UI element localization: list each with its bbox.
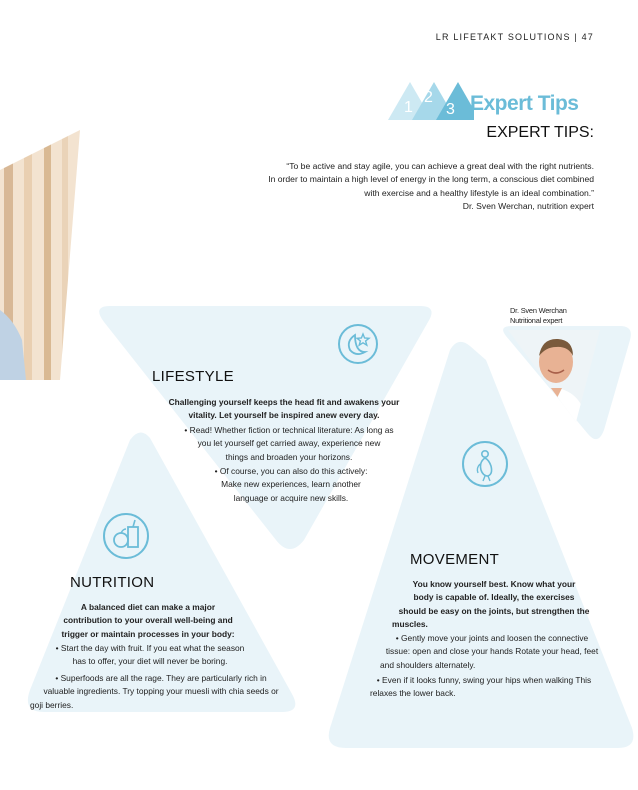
page-header: LR LIFETAKT SOLUTIONS | 47 (435, 32, 594, 42)
quote-author: Dr. Sven Werchan, nutrition expert (462, 201, 594, 212)
movement-bullet-2 (366, 674, 602, 701)
text-line: • Gently move your joints and loosen the connective (395, 633, 589, 643)
text-line: • Even if it looks funny, swing your hips when walking This (376, 675, 592, 685)
text-line: • Of course, you can also do this actively: (214, 466, 368, 476)
badge-title: Expert Tips (470, 92, 579, 115)
text-line: things and broaden your horizons. (225, 451, 353, 462)
moon-star-icon (337, 323, 379, 365)
text-line: muscles. (392, 619, 428, 630)
nutrition-bullet-2 (30, 672, 292, 712)
badge-number-1: 1 (404, 99, 413, 116)
text-line: • Read! Whether fiction or technical literature: As long as (184, 425, 394, 435)
expert-tips-badge (378, 80, 474, 122)
expert-quote (234, 160, 594, 214)
nutrition-intro (42, 601, 254, 641)
movement-title: MOVEMENT (410, 551, 500, 568)
text-line: you let yourself get carried away, experience new (197, 438, 381, 449)
quote-line: with exercise and a healthy lifestyle is an ideal combination.” (364, 187, 594, 198)
lifestyle-bullet-1 (172, 424, 406, 464)
quote-line: “To be active and stay agile, you can achieve a great deal with the right nutrients. (286, 161, 594, 171)
quote-line: In order to maintain a high level of energy in the long term, a conscious diet combined (268, 174, 594, 185)
nutrition-title: NUTRITION (70, 574, 155, 591)
movement-bullet-1 (374, 632, 610, 672)
text-line: has to offer, your diet will never be boring. (72, 656, 228, 667)
text-line: Challenging yourself keeps the head fit and awakens your (168, 397, 400, 407)
badge-number-2: 2 (424, 89, 433, 106)
text-line: goji berries. (30, 699, 74, 710)
badge-number-3: 3 (446, 101, 455, 118)
side-photo (0, 130, 80, 380)
text-line: should be easy on the joints, but strengthen the (398, 605, 590, 616)
doctor-photo (506, 326, 602, 428)
lifestyle-bullet-2 (196, 465, 386, 505)
text-line: A balanced diet can make a major (80, 602, 216, 612)
expert-tips-heading: EXPERT TIPS: (486, 124, 594, 141)
text-line: You know yourself best. Know what your (412, 579, 576, 589)
text-line: contribution to your overall well-being and (63, 615, 233, 626)
text-line: • Superfoods are all the rage. They are particularly rich in (55, 673, 267, 683)
lifestyle-title: LIFESTYLE (152, 368, 234, 385)
nutrition-bullet-1 (44, 642, 256, 669)
lifestyle-intro (160, 396, 408, 423)
text-line: Make new experiences, learn another (221, 479, 361, 490)
text-line: body is capable of. Ideally, the exercises (413, 592, 575, 603)
text-line: valuable ingredients. Try topping your muesli with chia seeds or (43, 686, 279, 697)
doctor-name: Dr. Sven Werchan (510, 306, 567, 315)
movement-figure-icon (461, 440, 509, 488)
text-line: and shoulders alternately. (380, 659, 476, 670)
text-line: trigger or maintain processes in your body: (61, 628, 235, 639)
movement-intro (384, 578, 604, 632)
text-line: language or acquire new skills. (233, 492, 349, 503)
text-line: vitality. Let yourself be inspired anew every day. (188, 410, 380, 421)
doctor-caption (510, 306, 567, 326)
text-line: relaxes the lower back. (370, 688, 456, 699)
fruit-glass-icon (102, 512, 150, 560)
text-line: tissue: open and close your hands Rotate your head, feet (385, 646, 599, 657)
doctor-role: Nutritional expert (510, 316, 563, 325)
text-line: • Start the day with fruit. If you eat what the season (55, 643, 245, 653)
